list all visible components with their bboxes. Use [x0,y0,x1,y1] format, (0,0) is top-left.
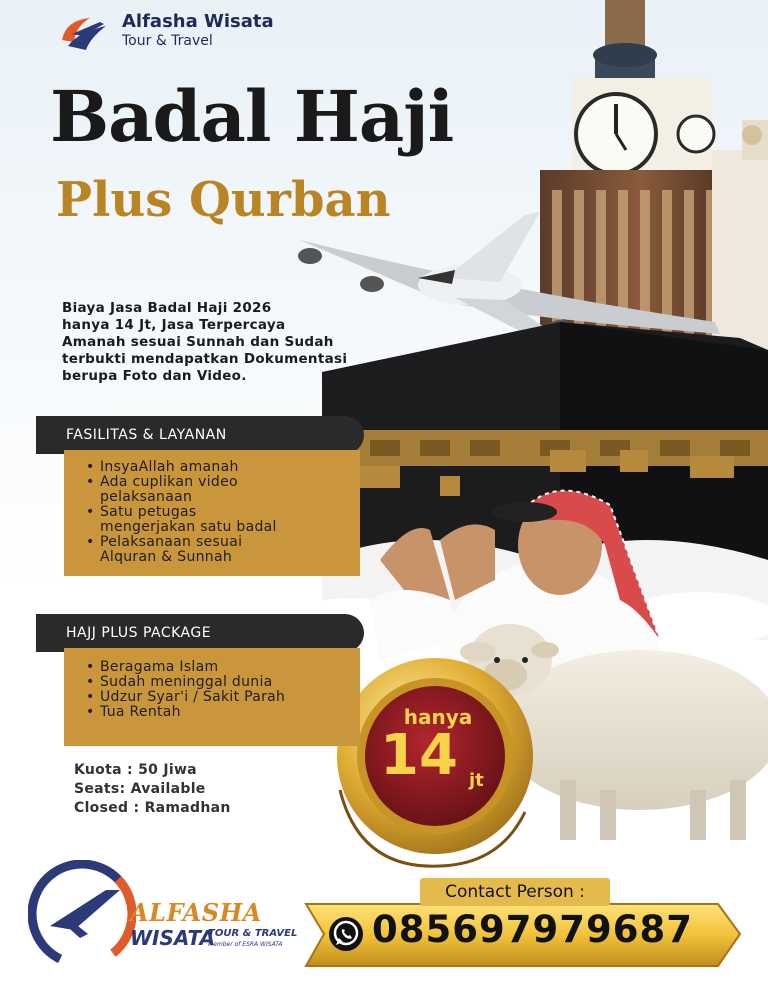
package-list-box [64,648,360,746]
list-item: • InsyaAllah amanah [100,460,360,475]
quota-text: Kuota : 50 Jiwa [74,762,197,778]
brand-name: Alfasha Wisata [122,11,274,32]
quota-info [74,761,231,818]
list-item: • Sudah meninggal dunia [100,675,360,690]
brand-subtitle: Tour & Travel [122,33,213,49]
description-line: berupa Foto dan Video. [62,368,247,384]
description-line: hanya 14 Jt, Jasa Terpercaya [62,317,286,333]
list-item: • Tua Rentah [100,705,360,720]
list-item: • Ada cuplikan video pelaksanaan [100,475,360,505]
seats-text: Seats: Available [74,781,206,797]
badge-price: 14 [380,723,458,788]
subheadline: Plus Qurban [56,172,391,228]
closed-text: Closed : Ramadhan [74,800,231,816]
footer-logo-wisata: WISATA [130,926,216,950]
headline: Badal Haji [50,75,454,158]
description-line: Amanah sesuai Sunnah dan Sudah [62,334,334,350]
footer-logo-icon [28,860,136,968]
list-item: • Satu petugas mengerjakan satu badal [100,505,360,535]
description [62,300,392,385]
badge-unit: jt [469,770,484,791]
facilities-list [64,450,360,565]
footer-logo-member: Member of ESRA WISATA [208,941,283,948]
list-item: • Pelaksanaan sesuai Alquran & Sunnah [100,535,360,565]
whatsapp-icon [328,916,364,952]
package-heading: HAJJ PLUS PACKAGE [36,614,364,652]
badge-label: hanya [403,705,473,729]
list-item: • Udzur Syar'i / Sakit Parah [100,690,360,705]
description-line: Biaya Jasa Badal Haji 2026 [62,300,272,316]
footer-logo-name: ALFASHA [130,898,262,927]
phone-number[interactable]: 085697979687 [372,908,693,951]
facilities-list-box [64,450,360,576]
package-list [64,648,360,720]
brand-logo-icon [56,12,112,52]
footer-logo-tagline: TOUR & TRAVEL [208,928,298,939]
contact-label: Contact Person : [420,878,610,906]
list-item: • Beragama Islam [100,660,360,675]
facilities-heading: FASILITAS & LAYANAN [36,416,364,454]
description-line: terbukti mendapatkan Dokumentasi [62,351,348,367]
